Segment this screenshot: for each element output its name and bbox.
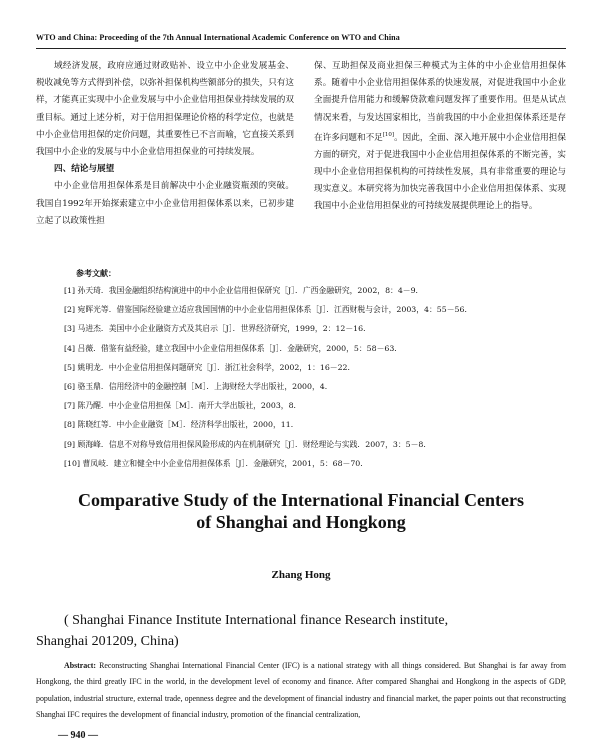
abstract [36,658,566,724]
paper-title-line-2: of Shanghai and Hongkong [196,512,406,532]
reference-item: [9] 顾海峰．信息不对称导致信用担保风险形成的内在机制研究［J］．财经理论与实践．2007，3：5－8． [64,439,432,449]
running-header: WTO and China: Proceeding of the 7th Annual International Academic Conference on WTO and China [36,33,400,42]
reference-item: [2] 宛晖光等．借鉴国际经验建立适应我国国情的中小企业信用担保体系［J］．江西财税与会计，2003，4：55－56． [64,305,473,315]
reference-item: [3] 马进杰．美国中小企业融资方式及其启示［J］．世界经济研究，1999，2：12－16． [64,324,371,334]
references-heading: 参考文献： [76,268,116,278]
affiliation [36,610,566,652]
reference-item: [8] 陈晓红等．中小企业融资［M］．经济科学出版社，2000，11． [64,420,299,430]
paper-title-line-1: Comparative Study of the International Financial Centers [78,490,524,510]
reference-item: [4] 吕薇．借鉴有益经验，建立我国中小企业信用担保体系［J］．金融研究，2000，5：58－63． [64,343,403,353]
header-rule [36,48,566,49]
right-paragraph-text: 保、互助担保及商业担保三种模式为主体的中小企业信用担保体系。随着中小企业信用担保体系的快速发展，对促进我国中小企业全面提升信用能力和缓解贷款难问题发挥了重要作用。但是从试点情况来看，与发达国家相比，当前我国的中小企业担保体系还是存在许多问题和不足 [314,61,566,143]
abstract-label: Abstract: [64,661,96,670]
section-text: 中小企业信用担保体系是目前解决中小企业融资瓶颈的突破。我国自1992年开始探索建立中小企业信用担保体系以来，已初步建立起了以政策性担 [36,181,294,226]
section-heading: 四、结论与展望 [54,164,115,175]
affiliation-line-2: Shanghai 201209, China) [36,634,179,649]
paper-title [36,489,566,533]
reference-item: [5] 姚明龙．中小企业信用担保问题研究［J］．浙江社会科学，2002，1：16－22． [64,362,356,372]
page-number: — 940 — [58,730,98,741]
abstract-text: Reconstructing Shanghai International Financial Center (IFC) is a national strategy with all things considered. But Shanghai is far away from Hongkong, the third greatly IFC in the world, in the development level of economy and finance. After compared Shanghai and Hongkong in the aspects of GDP, population, industrial structure, external trade, openness degree and the development of financial industry and financial market, the paper points out that reconstructing Shanghai IFC requires the development of financial industry, promotion of the financial centralization, [36,661,566,720]
reference-list [36,281,566,473]
reference-item: [10] 曹凤岐．建立和健全中小企业信用担保体系［J］．金融研究，2001，5：68－70． [64,458,369,468]
citation-mark: [10] [382,131,395,138]
affiliation-line-1: ( Shanghai Finance Institute International finance Research institute, [64,613,449,628]
reference-item: [1] 孙天琦．我国金融组织结构演进中的中小企业信用担保研究［J］．广西金融研究，2002，8：4－9． [64,286,424,295]
left-column [36,58,294,230]
author-name: Zhang Hong [271,569,331,581]
reference-item: [7] 陈乃醒．中小企业信用担保［M］．南开大学出版社，2003，8． [64,401,302,411]
reference-item: [6] 骆玉鼎．信用经济中的金融控制［M］．上海财经大学出版社，2000，4． [64,382,333,392]
left-paragraph: 域经济发展，政府应通过财政贴补、设立中小企业发展基金、税收减免等方式得到补偿，以弥补担保机构些额部分的损失，只有这样，才能真正实现中小企业发展与中小企业信用担保业持续发展的双重目标。通过上述分析，对于信用担保理论价格的科学定位，也就是中小企业信用担保的定价问题，其重要性已不言而喻，它直接关系到我国中小企业的发展与中小企业信用担保业的可持续发展。 [36,61,294,158]
right-column [314,58,566,216]
right-paragraph [314,58,566,216]
right-paragraph-cont: 。因此，全面、深入地开展中小企业信用担保方面的研究，对于促进我国中小企业信用担保体系的不断完善，实现中小企业信用担保机构的可持续性发展，具有非常重要的理论与现实意义。本研究将为加快完善我国中小企业信用担保体系、实现我国中小企业信用担保业的可持续发展提供理论上的指导。 [314,132,566,212]
